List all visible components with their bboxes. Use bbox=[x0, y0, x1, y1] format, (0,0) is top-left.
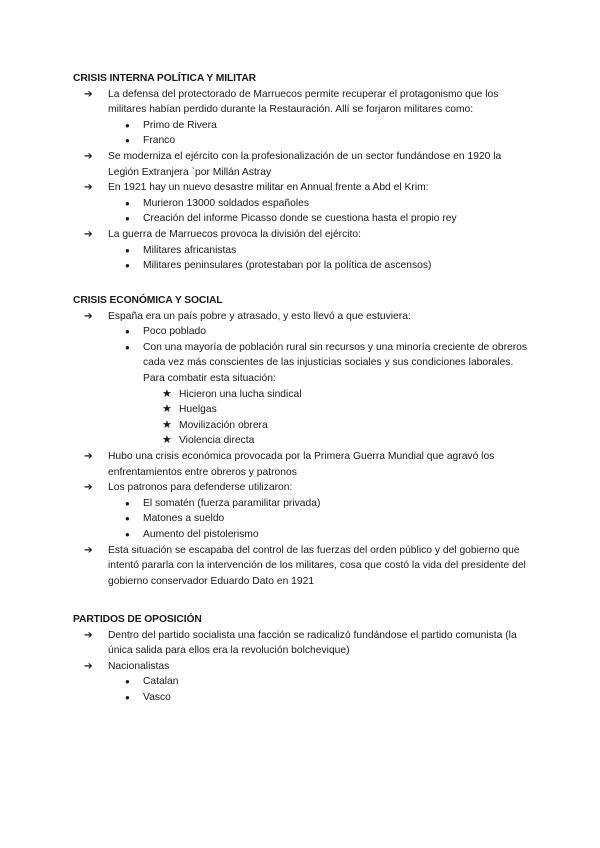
star-bullet-icon: ★ bbox=[162, 387, 172, 400]
star-bullet-icon: ★ bbox=[162, 434, 172, 447]
dot-bullet-icon: ● bbox=[125, 214, 130, 224]
sub-sub-list-item bbox=[143, 433, 533, 449]
bullet-list bbox=[73, 628, 533, 706]
star-bullet-icon: ★ bbox=[162, 418, 172, 431]
dot-bullet-icon: ● bbox=[125, 342, 130, 352]
sub-sub-list-item bbox=[143, 387, 533, 403]
sub-list-item bbox=[108, 527, 533, 543]
dot-bullet-icon: ● bbox=[125, 529, 130, 539]
sub-list-item bbox=[108, 243, 533, 259]
list-item bbox=[73, 180, 533, 227]
arrow-bullet-icon: ➔ bbox=[84, 482, 93, 494]
section-title: PARTIDOS DE OPOSICIÓN bbox=[73, 614, 202, 625]
sub-sub-list-item bbox=[143, 418, 533, 434]
sub-list-item bbox=[108, 690, 533, 706]
sub-list-item bbox=[108, 496, 533, 512]
sub-sub-item-text: Huelgas bbox=[179, 404, 217, 416]
sub-sub-list bbox=[143, 387, 533, 449]
sub-list bbox=[108, 118, 533, 149]
arrow-bullet-icon: ➔ bbox=[84, 228, 93, 240]
sub-list-item bbox=[108, 324, 533, 340]
section-title: CRISIS INTERNA POLÍTICA Y MILITAR bbox=[73, 73, 257, 84]
dot-bullet-icon: ● bbox=[125, 514, 130, 524]
list-item-text: Se moderniza el ejército con la profesionalización de un sector fundándose en 1920 la Legión Extranjera `por Millán Astray bbox=[108, 150, 502, 178]
arrow-bullet-icon: ➔ bbox=[84, 88, 93, 100]
star-bullet-icon: ★ bbox=[162, 403, 172, 416]
sub-item-text: El somatén (fuerza paramilitar privada) bbox=[143, 497, 321, 509]
sub-list bbox=[108, 496, 533, 543]
dot-bullet-icon: ● bbox=[125, 136, 130, 146]
list-item bbox=[73, 628, 533, 659]
sub-sub-item-text: Hicieron una lucha sindical bbox=[179, 388, 302, 400]
list-item-text: Esta situación se escapaba del control de las fuerzas del orden público y del gobierno que intentó pararla con la intervención de los militares, cosa que costó la vida del presidente del gobierno conservador Eduardo Dato en 1921 bbox=[108, 544, 526, 587]
arrow-bullet-icon: ➔ bbox=[84, 150, 93, 162]
bullet-list bbox=[73, 87, 533, 274]
sub-item-text: Primo de Rivera bbox=[143, 119, 217, 131]
dot-bullet-icon: ● bbox=[125, 198, 130, 208]
sub-item-text: Creación del informe Picasso donde se cuestiona hasta el propio rey bbox=[143, 213, 457, 225]
sub-list bbox=[108, 674, 533, 705]
sub-list-item bbox=[108, 211, 533, 227]
list-item bbox=[73, 480, 533, 542]
sub-item-text: Murieron 13000 soldados españoles bbox=[143, 197, 310, 209]
dot-bullet-icon: ● bbox=[125, 120, 130, 130]
sub-list bbox=[108, 243, 533, 274]
list-item-text: La guerra de Marruecos provoca la división del ejército: bbox=[108, 228, 361, 240]
sub-list-item bbox=[108, 340, 533, 449]
list-item bbox=[73, 227, 533, 274]
sub-list bbox=[108, 196, 533, 227]
sub-item-text: Catalan bbox=[143, 676, 179, 688]
list-item-text: Los patronos para defenderse utilizaron: bbox=[108, 482, 293, 494]
dot-bullet-icon: ● bbox=[125, 692, 130, 702]
bullet-list bbox=[73, 309, 533, 590]
sub-list bbox=[108, 324, 533, 449]
sub-sub-item-text: Movilización obrera bbox=[179, 419, 268, 431]
sub-list-item bbox=[108, 118, 533, 134]
dot-bullet-icon: ● bbox=[125, 327, 130, 337]
section-title: CRISIS ECONÓMICA Y SOCIAL bbox=[73, 295, 223, 306]
sub-item-text: Poco poblado bbox=[143, 326, 206, 338]
list-item-text: En 1921 hay un nuevo desastre militar en Annual frente a Abd el Krim: bbox=[108, 182, 429, 194]
arrow-bullet-icon: ➔ bbox=[84, 629, 93, 641]
list-item-text: España era un país pobre y atrasado, y esto llevó a que estuviera: bbox=[108, 310, 411, 322]
list-item bbox=[73, 659, 533, 706]
arrow-bullet-icon: ➔ bbox=[84, 544, 93, 556]
list-item bbox=[73, 309, 533, 449]
sub-item-text: Matones a sueldo bbox=[143, 513, 225, 525]
section-partidos-oposicion bbox=[73, 612, 533, 706]
dot-bullet-icon: ● bbox=[125, 245, 130, 255]
dot-bullet-icon: ● bbox=[125, 261, 130, 271]
sub-list-item bbox=[108, 133, 533, 149]
list-item bbox=[73, 149, 533, 180]
sub-list-item bbox=[108, 674, 533, 690]
sub-item-text: Con una mayoría de población rural sin recursos y una minoría creciente de obreros cada vez más conscientes de las injusticias sociales y sus condiciones laborales. Para combatir esta situación: bbox=[143, 341, 528, 384]
sub-sub-item-text: Violencia directa bbox=[179, 435, 255, 447]
arrow-bullet-icon: ➔ bbox=[84, 450, 93, 462]
sub-list-item bbox=[108, 511, 533, 527]
section-crisis-interna bbox=[73, 71, 533, 274]
sub-item-text: Aumento del pistolerismo bbox=[143, 528, 259, 540]
list-item bbox=[73, 87, 533, 149]
dot-bullet-icon: ● bbox=[125, 677, 130, 687]
arrow-bullet-icon: ➔ bbox=[84, 660, 93, 672]
sub-sub-list-item bbox=[143, 402, 533, 418]
sub-item-text: Militares africanistas bbox=[143, 244, 237, 256]
sub-item-text: Franco bbox=[143, 135, 176, 147]
arrow-bullet-icon: ➔ bbox=[84, 310, 93, 322]
list-item bbox=[73, 449, 533, 480]
list-item bbox=[73, 543, 533, 590]
sub-item-text: Vasco bbox=[143, 691, 171, 703]
sub-list-item bbox=[108, 258, 533, 274]
section-crisis-economica bbox=[73, 293, 533, 589]
arrow-bullet-icon: ➔ bbox=[84, 182, 93, 194]
sub-list-item bbox=[108, 196, 533, 212]
list-item-text: Nacionalistas bbox=[108, 660, 170, 672]
list-item-text: Hubo una crisis económica provocada por la Primera Guerra Mundial que agravó los enfrentamientos entre obreros y patronos bbox=[108, 450, 495, 478]
sub-item-text: Militares peninsulares (protestaban por la política de ascensos) bbox=[143, 260, 432, 272]
list-item-text: La defensa del protectorado de Marruecos permite recuperar el protagonismo que los militares habían perdido durante la Restauración. Allí se forjaron militares como: bbox=[108, 88, 499, 116]
dot-bullet-icon: ● bbox=[125, 498, 130, 508]
list-item-text: Dentro del partido socialista una facción se radicalizó fundándose el partido comunista (la única salida para ellos era la revolución bolchevique) bbox=[108, 629, 517, 657]
